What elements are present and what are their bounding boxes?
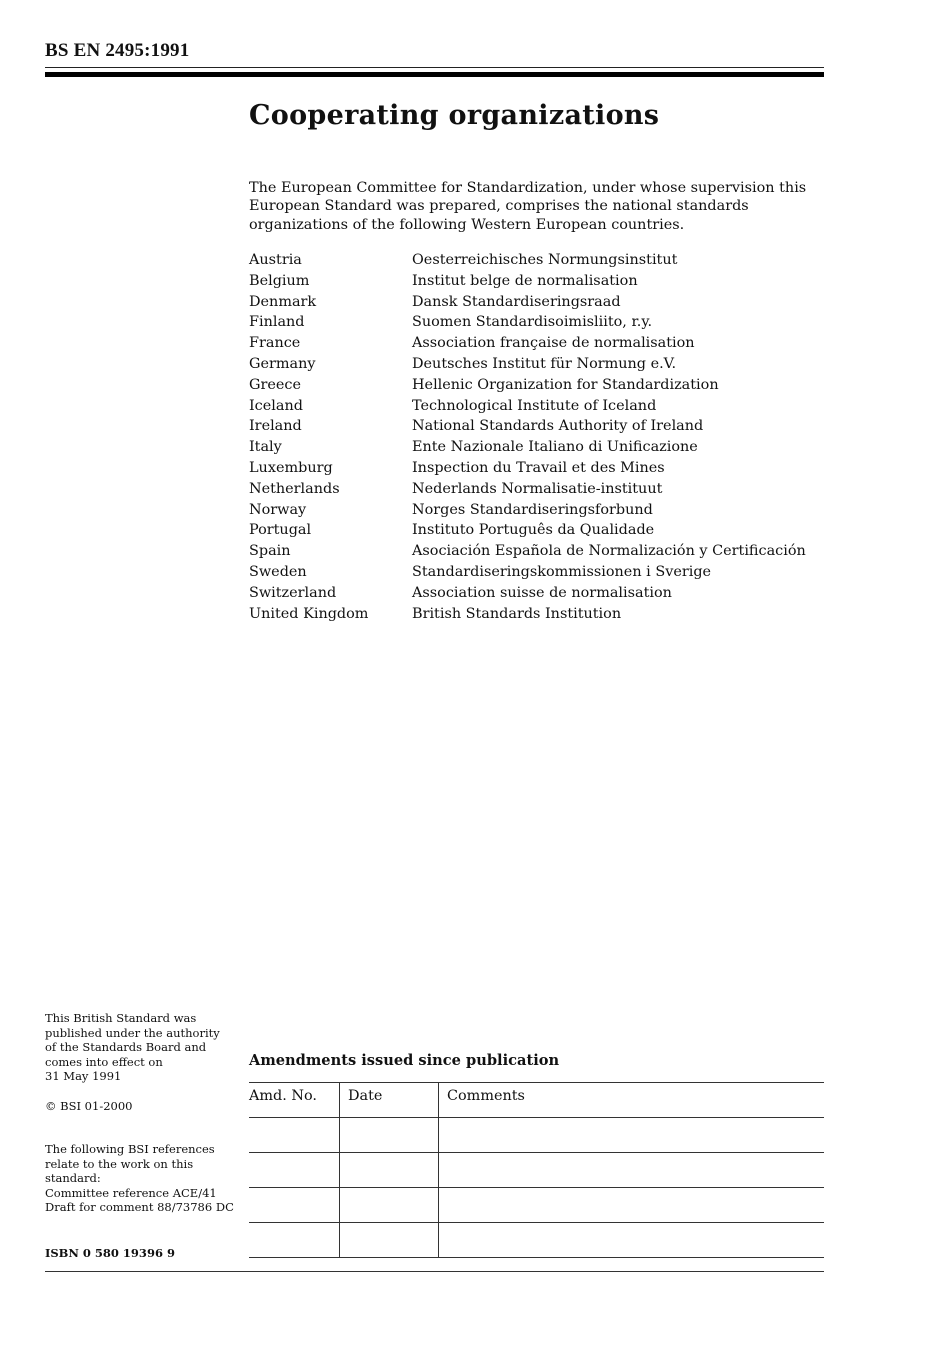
organization-country: Spain — [249, 543, 291, 560]
footer-rule — [45, 1271, 824, 1272]
note-line: 31 May 1991 — [45, 1069, 122, 1084]
organization-country: Greece — [249, 376, 301, 393]
organization-row — [249, 437, 806, 458]
amendment-cell — [340, 1118, 439, 1153]
amendments-title: Amendments issued since publication — [249, 1052, 560, 1069]
organization-row — [249, 520, 806, 541]
organization-body: Association française de normalisation — [412, 335, 695, 352]
note-line: published under the authority — [45, 1025, 220, 1040]
organization-country: Belgium — [249, 272, 310, 289]
organization-row — [249, 250, 806, 271]
organization-country: Portugal — [249, 522, 312, 539]
organization-country: Iceland — [249, 397, 303, 414]
amendment-cell — [249, 1118, 340, 1153]
organization-body: Institut belge de normalisation — [412, 272, 638, 289]
organization-country: Switzerland — [249, 584, 337, 601]
document-id: BS EN 2495:1991 — [45, 40, 190, 61]
organization-body: Standardiseringskommissionen i Sverige — [412, 563, 712, 580]
note-line: This British Standard was — [45, 1011, 197, 1025]
header-rule-thin — [45, 67, 824, 68]
amendment-cell — [249, 1188, 340, 1223]
organization-body: National Standards Authority of Ireland — [412, 418, 704, 435]
column-header-comments: Comments — [439, 1083, 825, 1118]
organization-row — [249, 562, 806, 583]
amendment-cell — [340, 1153, 439, 1188]
amendment-cell — [249, 1153, 340, 1188]
amendment-row — [249, 1153, 824, 1188]
note-line: Committee reference ACE/41 — [45, 1185, 217, 1200]
amendment-row — [249, 1223, 824, 1258]
organization-row — [249, 333, 806, 354]
organization-country: Norway — [249, 501, 307, 518]
amendment-cell — [439, 1188, 825, 1223]
organization-country: Italy — [249, 439, 282, 456]
organization-body: Association suisse de normalisation — [412, 584, 672, 601]
organization-row — [249, 458, 806, 479]
organization-country: France — [249, 335, 301, 352]
note-line: relate to the work on this — [45, 1156, 194, 1171]
column-header-date: Date — [340, 1083, 439, 1118]
amendment-cell — [340, 1223, 439, 1258]
note-line: Draft for comment 88/73786 DC — [45, 1200, 234, 1215]
organization-row — [249, 479, 806, 500]
organization-row — [249, 396, 806, 417]
bsi-references-note — [45, 1142, 235, 1215]
note-line: comes into effect on — [45, 1054, 163, 1069]
amendment-cell — [439, 1223, 825, 1258]
organization-country: Austria — [249, 252, 302, 268]
page-title: Cooperating organizations — [249, 100, 660, 131]
organization-list — [249, 250, 806, 624]
organization-row — [249, 312, 806, 333]
organization-body: Technological Institute of Iceland — [412, 397, 657, 414]
amendment-cell — [439, 1118, 825, 1153]
organization-body: Asociación Española de Normalización y Certificación — [412, 543, 806, 560]
organization-row — [249, 500, 806, 521]
organization-country: Finland — [249, 314, 305, 331]
organization-country: Sweden — [249, 563, 307, 580]
organization-body: Dansk Standardiseringsraad — [412, 293, 621, 310]
intro-paragraph: The European Committee for Standardization, under whose supervision this European Standard was prepared, comprises the national standards organizations of the following Western European countries. — [249, 180, 807, 233]
note-line: of the Standards Board and — [45, 1040, 207, 1055]
organization-body: Oesterreichisches Normungsinstitut — [412, 252, 678, 268]
isbn: ISBN 0 580 19396 9 — [45, 1246, 175, 1260]
amendment-cell — [249, 1223, 340, 1258]
organization-body: Deutsches Institut für Normung e.V. — [412, 355, 677, 372]
organization-body: Inspection du Travail et des Mines — [412, 459, 665, 476]
organization-body: Hellenic Organization for Standardization — [412, 376, 719, 393]
organization-country: Ireland — [249, 418, 302, 435]
organization-row — [249, 583, 806, 604]
copyright-note: © BSI 01-2000 — [45, 1099, 133, 1113]
organization-body: British Standards Institution — [412, 605, 622, 622]
amendment-cell — [439, 1153, 825, 1188]
publication-note — [45, 1011, 235, 1084]
organization-body: Suomen Standardisoimisliito, r.y. — [412, 314, 653, 331]
organization-row — [249, 541, 806, 562]
amendment-cell — [340, 1188, 439, 1223]
organization-row — [249, 604, 806, 625]
organization-country: Denmark — [249, 293, 317, 310]
organization-country: Netherlands — [249, 480, 340, 497]
amendments-table — [249, 1082, 824, 1258]
organization-body: Instituto Português da Qualidade — [412, 522, 655, 539]
note-line: standard: — [45, 1171, 101, 1186]
note-line: The following BSI references — [45, 1142, 215, 1156]
organization-row — [249, 271, 806, 292]
header-rule-thick — [45, 72, 824, 77]
organization-row — [249, 292, 806, 313]
organization-country: United Kingdom — [249, 605, 369, 622]
organization-row — [249, 416, 806, 437]
organization-row — [249, 375, 806, 396]
organization-body: Ente Nazionale Italiano di Unificazione — [412, 439, 698, 456]
organization-country: Germany — [249, 355, 316, 372]
organization-body: Norges Standardiseringsforbund — [412, 501, 653, 518]
organization-country: Luxemburg — [249, 459, 333, 476]
organization-row — [249, 354, 806, 375]
organization-body: Nederlands Normalisatie-instituut — [412, 480, 663, 497]
column-header-amd-no: Amd. No. — [249, 1083, 340, 1118]
amendments-header-row — [249, 1083, 824, 1118]
amendment-row — [249, 1188, 824, 1223]
amendment-row — [249, 1118, 824, 1153]
